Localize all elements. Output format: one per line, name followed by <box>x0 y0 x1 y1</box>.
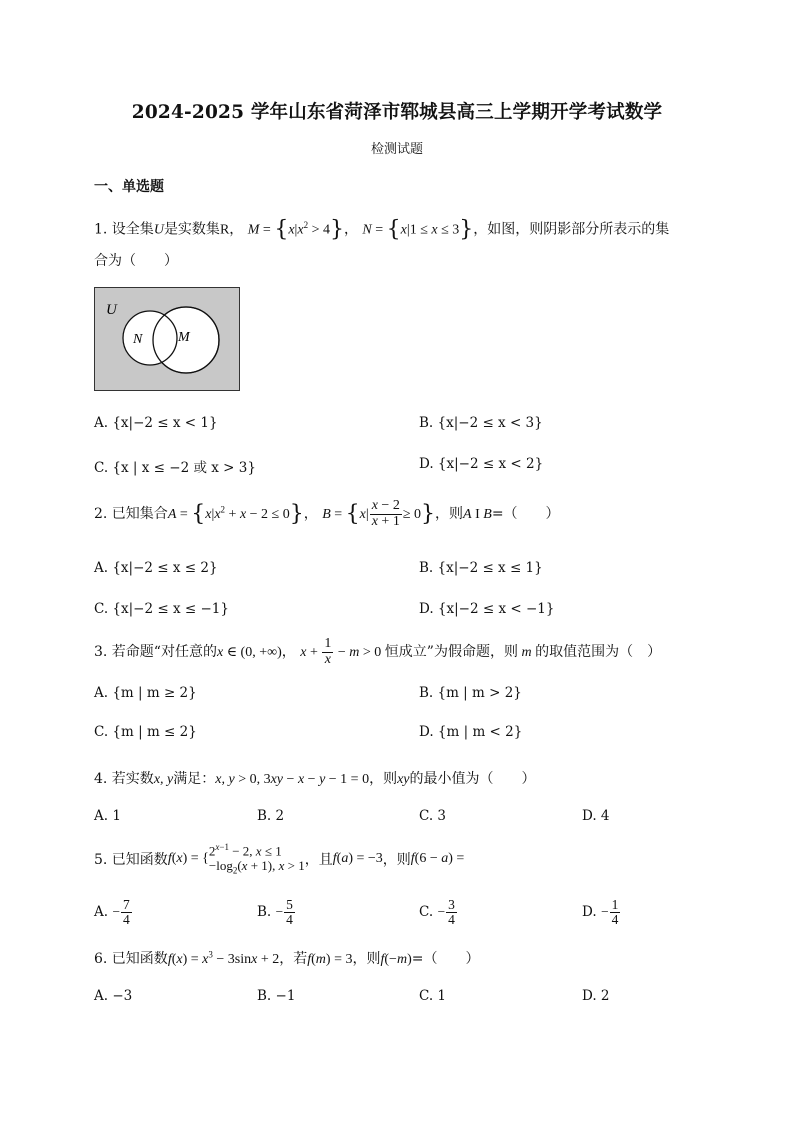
question-1-line2: 合为（ ） <box>94 253 178 269</box>
question-4-stem: 4. 若实数x, y满足：x, y > 0, 3xy − x − y − 1 = 0，则xy的最小值为（ ） <box>94 771 536 787</box>
q4-option-b[interactable]: B. 2 <box>257 808 285 824</box>
venn-label-m: M <box>178 330 190 345</box>
q4-option-a[interactable]: A. 1 <box>94 808 121 824</box>
q1-option-b[interactable]: B. {x|−2 ≤ x < 3} <box>419 415 543 431</box>
q3-option-b[interactable]: B. {m | m > 2} <box>419 685 522 701</box>
q6-option-a[interactable]: A. −3 <box>94 988 133 1004</box>
page-subtitle: 检测试题 <box>370 142 423 157</box>
q6-option-d[interactable]: D. 2 <box>582 988 610 1004</box>
question-5-stem: 5. 已知函数f(x) = { $2^{x-1} - 2$, x ≤ 1 $-\log_2(x + 1)$, x > 1 ，且f(a) = −3，则f(6 − a) = <box>94 842 465 876</box>
q4-option-d[interactable]: D. 4 <box>582 808 610 824</box>
q3-option-c[interactable]: C. {m | m ≤ 2} <box>94 724 197 740</box>
section-heading: 一、单选题 <box>94 179 164 195</box>
q1-option-a[interactable]: A. {x|−2 ≤ x < 1} <box>94 415 218 431</box>
q1-option-d[interactable]: D. {x|−2 ≤ x < 2} <box>419 456 544 472</box>
venn-diagram <box>94 287 240 391</box>
q4-option-c[interactable]: C. 3 <box>419 808 447 824</box>
q1-option-c[interactable]: C. {x | x ≤ −2 或 x > 3} <box>94 460 256 476</box>
q2-option-d[interactable]: D. {x|−2 ≤ x < −1} <box>419 601 555 617</box>
question-6-stem: 6. 已知函数$f(x) = x^3 - 3\sin x + 2$，若f(m) = 3，则f(−m)=（ ） <box>94 949 480 967</box>
q5-option-d[interactable]: D. − $\frac{1}{4}$ <box>582 897 619 928</box>
q2-option-b[interactable]: B. {x|−2 ≤ x ≤ 1} <box>419 560 543 576</box>
q3-option-a[interactable]: A. {m | m ≥ 2} <box>94 685 197 701</box>
page-title: 2024-2025 学年山东省菏泽市郓城县高三上学期开学考试数学 <box>131 102 663 123</box>
venn-label-u: U <box>106 302 117 318</box>
q6-option-b[interactable]: B. −1 <box>257 988 296 1004</box>
question-2-stem: 2. 已知集合$A = \{x|x^2 + x - 2 \le 0\}$， B = {x| $\frac{x - 2}{x + 1}$ ≥ 0}，则A I B=（ ） <box>94 498 560 529</box>
question-1-stem: 1. 设全集U是实数集R， $M = \{x|x^2 > 4\}$， N = {x|1 ≤ x ≤ 3}，如图，则阴影部分所表示的集 <box>94 217 670 242</box>
venn-circle-n <box>123 311 177 365</box>
venn-label-n: N <box>133 332 143 347</box>
q3-option-d[interactable]: D. {m | m < 2} <box>419 724 523 740</box>
q5-option-b[interactable]: B. − $\frac{5}{4}$ <box>257 897 293 928</box>
q2-option-a[interactable]: A. {x|−2 ≤ x ≤ 2} <box>94 560 218 576</box>
question-3-stem: 3. 若命题“对任意的x ∈ (0, +∞)， x + $\frac{1}{x}$ − m > 0 恒成立”为假命题，则 m 的取值范围为（ ） <box>94 636 662 667</box>
q2-option-c[interactable]: C. {x|−2 ≤ x ≤ −1} <box>94 601 229 617</box>
q5-option-c[interactable]: C. − $\frac{3}{4}$ <box>419 897 455 928</box>
q5-option-a[interactable]: A. − $\frac{7}{4}$ <box>94 897 130 928</box>
q6-option-c[interactable]: C. 1 <box>419 988 447 1004</box>
